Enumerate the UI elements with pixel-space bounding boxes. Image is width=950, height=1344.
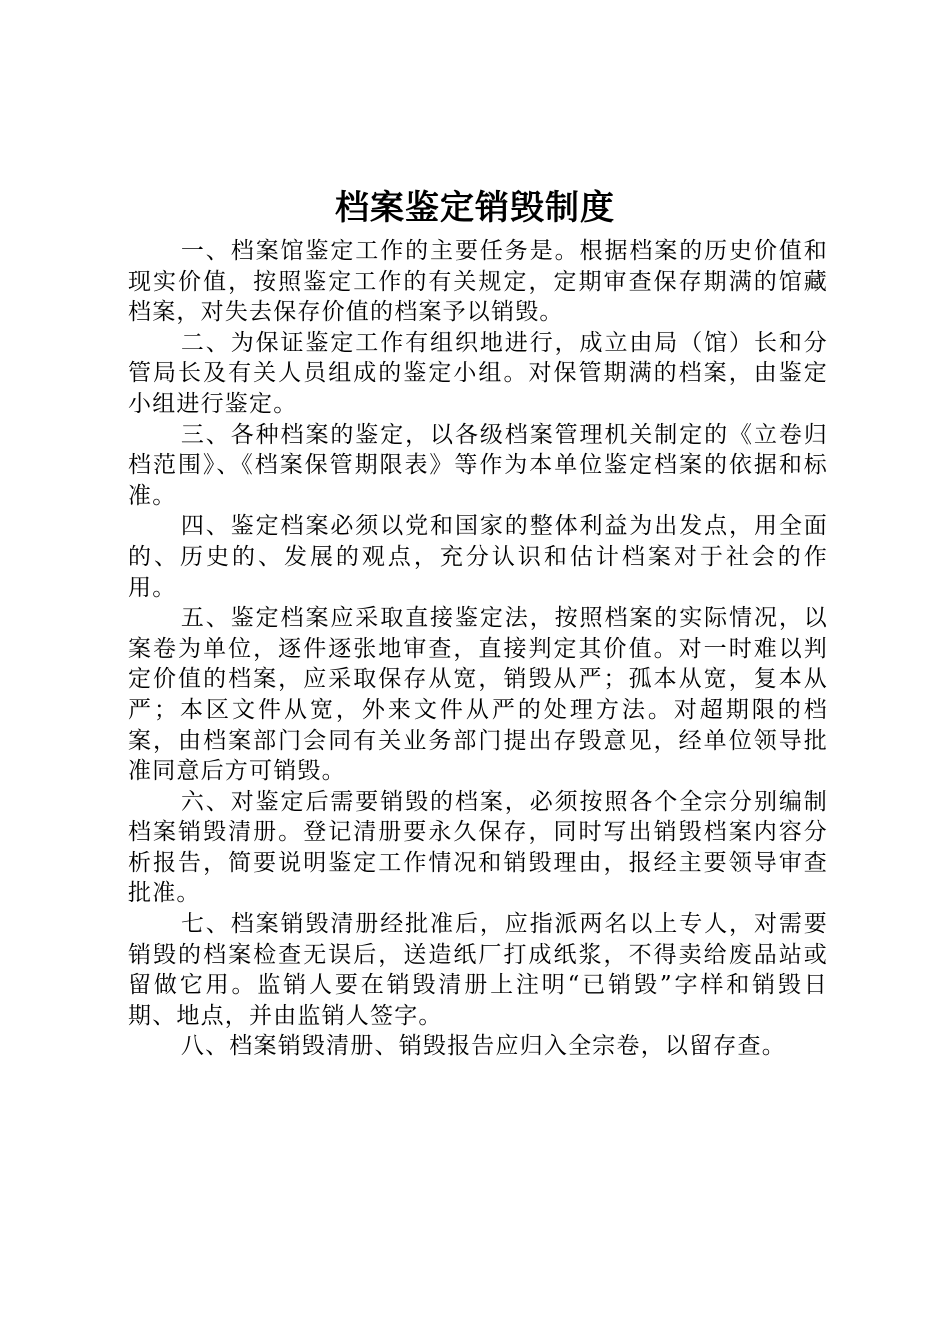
paragraph-7: 七、档案销毁清册经批准后，应指派两名以上专人，对需要销毁的档案检查无误后，送造纸厂打成纸浆，不得卖给废品站或留做它用。监销人要在销毁清册上注明“已销毁”字样和销毁日期、地点，并由监销人签字。	[128, 911, 828, 1029]
paragraph-2: 二、为保证鉴定工作有组织地进行，成立由局（馆）长和分管局长及有关人员组成的鉴定小组。对保管期满的档案，由鉴定小组进行鉴定。	[128, 329, 828, 417]
document-body	[128, 236, 828, 1062]
paragraph-6: 六、对鉴定后需要销毁的档案，必须按照各个全宗分别编制档案销毁清册。登记清册要永久保存，同时写出销毁档案内容分析报告，简要说明鉴定工作情况和销毁理由，报经主要领导审查批准。	[128, 788, 828, 907]
paragraph-4: 四、鉴定档案必须以党和国家的整体利益为出发点，用全面的、历史的、发展的观点，充分认识和估计档案对于社会的作用。	[128, 513, 828, 601]
paragraph-8: 八、档案销毁清册、销毁报告应归入全宗卷，以留存查。	[180, 1033, 786, 1060]
paragraph-5: 五、鉴定档案应采取直接鉴定法，按照档案的实际情况，以案卷为单位，逐件逐张地审查，直接判定其价值。对一时难以判定价值的档案，应采取保存从宽，销毁从严；孤本从宽，复本从严；本区文件从宽，外来文件从严的处理方法。对超期限的档案，由档案部门会同有关业务部门提出存毁意见，经单位领导批准同意后方可销毁。	[128, 605, 828, 785]
paragraph-3: 三、各种档案的鉴定，以各级档案管理机关制定的《立卷归档范围》、《档案保管期限表》等作为本单位鉴定档案的依据和标准。	[128, 421, 828, 509]
document-title: 档案鉴定销毁制度	[335, 188, 615, 228]
paragraph-1: 一、档案馆鉴定工作的主要任务是。根据档案的历史价值和现实价值，按照鉴定工作的有关规定，定期审查保存期满的馆藏档案，对失去保存价值的档案予以销毁。	[128, 238, 828, 326]
